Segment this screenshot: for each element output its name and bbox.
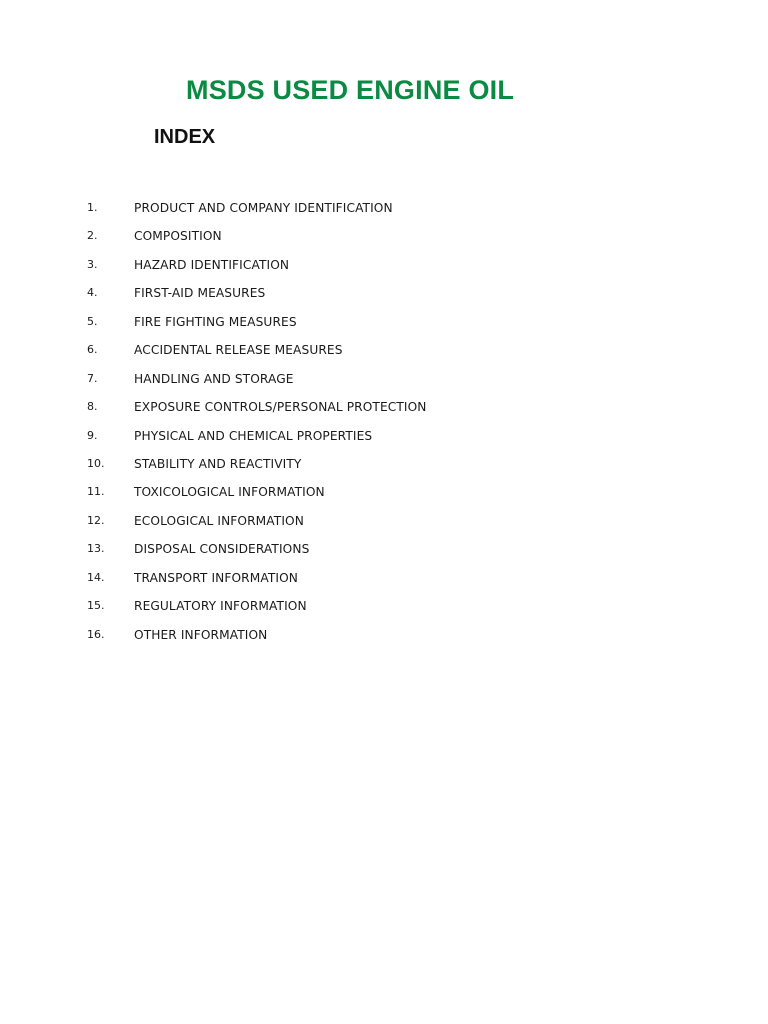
toc-item-label: FIRST-AID MEASURES: [134, 286, 266, 301]
toc-item-label: DISPOSAL CONSIDERATIONS: [134, 542, 310, 557]
toc-item-label: STABILITY AND REACTIVITY: [134, 456, 302, 471]
toc-item-number: 7.: [87, 371, 98, 385]
toc-item-number: 9.: [87, 428, 98, 442]
toc-item-14: [0, 568, 768, 596]
toc-item-6: [0, 340, 768, 368]
toc-item-label: ECOLOGICAL INFORMATION: [134, 513, 304, 528]
toc-item-label: PRODUCT AND COMPANY IDENTIFICATION: [134, 201, 393, 215]
toc-item-number: 4.: [87, 286, 98, 300]
toc-item-number: 5.: [87, 314, 98, 328]
toc-item-4: [0, 283, 768, 311]
toc-item-2: [0, 226, 768, 254]
toc-item-label: TRANSPORT INFORMATION: [134, 570, 298, 585]
toc-item-number: 6.: [87, 343, 98, 357]
toc-item-number: 16.: [87, 627, 105, 641]
toc-item-1: [0, 198, 768, 226]
toc-item-number: 11.: [87, 485, 105, 499]
toc-item-label: COMPOSITION: [134, 229, 222, 244]
toc-item-number: 13.: [87, 542, 105, 556]
toc-item-16: [0, 625, 768, 653]
toc-item-3: [0, 255, 768, 283]
table-of-contents: [0, 198, 768, 653]
toc-item-label: OTHER INFORMATION: [134, 627, 268, 642]
toc-item-label: ACCIDENTAL RELEASE MEASURES: [134, 343, 343, 358]
toc-item-number: 14.: [87, 570, 105, 584]
toc-item-7: [0, 369, 768, 397]
toc-item-5: [0, 312, 768, 340]
toc-item-11: [0, 482, 768, 510]
toc-item-number: 2.: [87, 229, 98, 243]
toc-item-label: REGULATORY INFORMATION: [134, 599, 307, 614]
toc-item-number: 12.: [87, 513, 105, 527]
toc-item-number: 8.: [87, 400, 98, 414]
toc-item-8: [0, 397, 768, 425]
toc-item-15: [0, 596, 768, 624]
toc-item-label: HAZARD IDENTIFICATION: [134, 257, 290, 272]
toc-item-9: [0, 426, 768, 454]
document-title: MSDS USED ENGINE OIL: [186, 75, 515, 105]
toc-item-number: 15.: [87, 599, 105, 613]
toc-item-number: 10.: [87, 456, 105, 470]
toc-item-label: TOXICOLOGICAL INFORMATION: [134, 485, 325, 500]
index-heading: INDEX: [154, 126, 216, 148]
toc-item-label: FIRE FIGHTING MEASURES: [134, 314, 297, 329]
toc-item-number: 1.: [87, 201, 98, 214]
toc-item-number: 3.: [87, 257, 98, 271]
toc-item-13: [0, 539, 768, 567]
toc-item-label: PHYSICAL AND CHEMICAL PROPERTIES: [134, 428, 373, 443]
toc-item-label: HANDLING AND STORAGE: [134, 371, 294, 386]
toc-item-10: [0, 454, 768, 482]
toc-item-12: [0, 511, 768, 539]
toc-item-label: EXPOSURE CONTROLS/PERSONAL PROTECTION: [134, 400, 427, 415]
